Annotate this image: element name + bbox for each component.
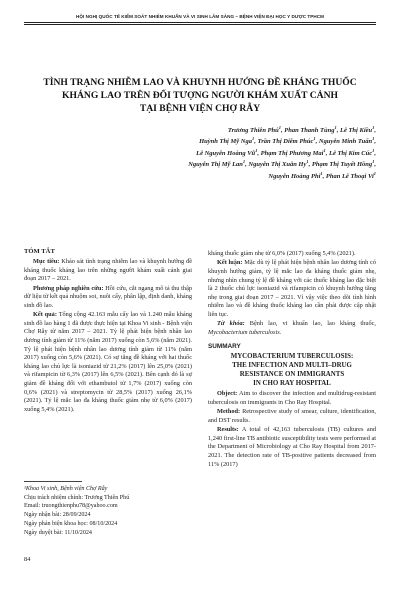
author-affiliation-mark: 1 — [372, 136, 375, 142]
results-text: Tổng cộng 42.163 mẫu cấy lao và 1.240 mẫu kháng sinh đồ lao hàng 1 đã được thực hiện tại Khoa Vi sinh - Bệnh viện Chợ Rẫy từ năm 2017 – 2021. Tỷ lệ phát hiện bệnh nhân lao dương tính giảm từ 11% (năm 2017) xuống còn 5,6% (năm 2021). Tỷ lệ phát hiện bệnh nhân lao dương tính giảm từ 11% (năm 2017) xuống còn 5,6% (2021). Có sự tăng đề kháng với hai thuốc kháng lao chủ lực là isoniazid từ 21,2% (2017) lên 25,0% (2021) và rifampicin từ 6,3% (2017) lên 6,5% (2021). Bên cạnh đó là sự giảm đề kháng đối với ethambutol từ 1,7% (2017) xuống còn 0,6% (2021) và streptomycin từ 28,5% (2017) xuống 26,1% (2021). Tỷ lệ mắc lao đa kháng thuốc giảm nhẹ từ 6,0% (2017) xuống 5,4% (2021). — [24, 311, 192, 413]
english-title-line: IN CHO RAY HOSPITAL — [253, 379, 331, 387]
keywords-text: Bệnh lao, vi khuẩn lao, lao kháng thuốc, — [249, 320, 376, 328]
author-name: Trương Thiên Phú — [227, 127, 279, 134]
author-name: Lê Nguyễn Hoàng Vũ — [196, 149, 256, 157]
en-method-paragraph — [208, 408, 376, 425]
page-number: 84 — [24, 556, 31, 563]
author-name: Trần Thị Diễm Phúc — [257, 138, 314, 146]
author-affiliation-mark: 1 — [278, 124, 282, 130]
author-affiliation-mark: 1 — [372, 159, 375, 165]
conclusion-label: Kết luận: — [217, 259, 243, 267]
results-paragraph — [24, 311, 192, 414]
footnote — [24, 485, 192, 537]
en-method-text: Retrospective study of smear, culture, identification, and DST results. — [208, 408, 376, 424]
results-continuation-text: kháng thuốc giảm nhẹ từ 6,0% (2017) xuống 5,4% (2021). — [208, 250, 356, 257]
objective-paragraph — [24, 258, 192, 284]
methods-label: Phương pháp nghiên cứu: — [33, 284, 104, 292]
running-header: HỘI NGHỊ QUỐC TẾ KIỂM SOÁT NHIỄM KHUẨN VÀ VI SINH LÂM SÀNG – BỆNH VIỆN ĐẠI HỌC Y DƯỢC TPHCM — [76, 14, 324, 19]
author-line: Nguyễn Thị Mỹ Lan$^1$, Nguyễn Thị Xuân Hy$^1$, Phạm Thị Tuyết Hồng$^1$, — [188, 159, 376, 169]
affiliation-note: ¹Khoa Vi sinh, Bệnh viện Chợ Rẫy — [24, 486, 108, 492]
methods-text: Hồi cứu, cắt ngang mô tả thu thập dữ liệu từ kết quả nhuộm soi, nuôi cấy, phân lập, định danh, kháng sinh đồ lao. — [24, 284, 193, 309]
author-affiliation-mark: 1 — [334, 124, 337, 130]
right-column — [208, 250, 376, 470]
author-line: Nguyễn Hoàng Phi$^1$, Phan Lê Thoại Vi$^1$ — [268, 170, 376, 180]
header-rule-bottom — [24, 24, 376, 25]
author-affiliation-mark: 1 — [313, 136, 316, 142]
english-title-line: THE INFECTION AND MULTI–DRUG — [232, 361, 352, 369]
author-name: Nguyễn Hoàng Phi — [268, 172, 321, 180]
conclusion-text: Mặc dù tỷ lệ phát hiện bệnh nhân lao dương tính có khuynh hướng giảm, tỷ lệ mắc lao đa kháng thuốc giảm nhẹ, nhưng nhìn chung tỷ lệ đề kháng với các thuốc kháng lao đặc biệt là 2 thuốc chủ lực isoniazid và rifampicin có khuynh hướng tăng nhẹ trong giai đoạn 2017 – 2021. Vì vậy việc theo dõi tình hình nhiễm lao và đề kháng thuốc kháng lao cần phải được cập nhật liên tục. — [208, 259, 376, 318]
author-name: Phan Thanh Tùng — [284, 127, 335, 134]
author-affiliation-mark: 1 — [255, 147, 258, 153]
en-objective-text: Aim to discover the infection and multidrug-resistant tuberculosis on immigrants in Cho Ray Hospital. — [208, 390, 376, 406]
author-affiliation-mark: 1 — [320, 170, 323, 176]
english-title — [208, 353, 376, 388]
author-name: Phan Lê Thoại Vi — [325, 172, 374, 180]
keywords-paragraph — [208, 320, 376, 337]
en-method-label: Method: — [217, 408, 241, 416]
results-continuation — [208, 250, 376, 259]
author-affiliation-mark: 1 — [251, 136, 255, 142]
conclusion-paragraph — [208, 259, 376, 319]
author-name: Huỳnh Thị Mỹ Nga — [199, 138, 252, 146]
author-name: Lê Thị Kiều — [339, 127, 373, 134]
author-line: Lê Nguyễn Hoàng $Vũ^1$, Phạm Thị Phương Mai$^1$, Lê Thị Kim Cúc$^1$, — [196, 147, 376, 157]
author-name: Nguyễn Thị Mỹ Lan — [188, 161, 243, 169]
header-rule-top — [24, 22, 376, 23]
author-affiliation-mark: 1 — [306, 159, 309, 165]
title-line: KHÁNG LAO TRÊN ĐỐI TƯỢNG NGƯỜI KHÁM XUẤT CẢNH — [62, 89, 338, 101]
author-affiliation-mark: 1 — [372, 124, 375, 130]
summary-heading: SUMMARY — [208, 342, 241, 350]
keywords-italic: Mycobacterium tuberculosis. — [208, 328, 282, 336]
english-title-line: MYCOBACTERIUM TUBERCULOSIS: — [230, 353, 354, 361]
abstract-vi-heading: TÓM TẮT — [24, 248, 55, 255]
author-name: Phạm Thị Tuyết Hồng — [311, 161, 373, 169]
author-line: Huỳnh Thị Mỹ Nga$^1$, Trần Thị Diễm Phúc$^1$, Nguyễn Minh Tuấn$^1$, — [199, 136, 376, 146]
received-date: Ngày nhận bài: 28/09/2024 — [24, 512, 91, 519]
objective-label: Mục tiêu: — [33, 258, 60, 266]
review-date: Ngày phản biện khoa học: 08/10/2024 — [24, 520, 118, 527]
en-results-text: A total of 42,163 tuberculosis (TB) cultures and 1,240 first-line TB antibiotic susceptibility tests were performed at the Department of Microbiology at Cho Ray Hospital from 2017-2021. The detection rate of TB-positive patients decreased from 11% (2017) — [208, 426, 376, 468]
methods-paragraph — [24, 285, 192, 311]
author-affiliation-mark: 1 — [373, 170, 376, 176]
en-objective-paragraph — [208, 390, 376, 407]
author-name: Lê Thị Kim Cúc — [328, 149, 373, 157]
contact-email: Email: truongthienphu78@yahoo.com — [24, 503, 118, 510]
objective-text: Khảo sát tình trạng nhiễm lao và khuynh hướng đề kháng thuốc kháng lao trên những người khám xuất cảnh giai đoạn 2017 – 2021. — [24, 258, 192, 283]
results-label: Kết quả: — [33, 311, 57, 319]
author-line: Trương Thiên Phú$^1$, Phan Thanh Tùng$^1$, Lê Thị Kiều$^1$, — [227, 124, 376, 134]
accepted-date: Ngày duyệt bài: 11/10/2024 — [24, 529, 92, 536]
article-title — [30, 77, 370, 115]
author-affiliation-mark: 1 — [242, 159, 246, 165]
footnote-divider — [24, 481, 82, 482]
abstract-vi-column — [24, 248, 192, 415]
keywords-label: Từ khóa: — [217, 320, 245, 328]
author-name: Phạm Thị Phương Mai — [260, 149, 324, 157]
author-list — [126, 125, 376, 182]
corresponding-author: Chịu trách nhiệm chính: Trương Thiên Phú — [24, 494, 130, 501]
author-name: Nguyễn Thị Xuân Hy — [248, 161, 307, 169]
english-title-line: RESISTANCE ON IMMIGRANTS — [239, 370, 345, 378]
author-name: Nguyễn Minh Tuấn — [318, 138, 373, 146]
title-line: TẠI BỆNH VIỆN CHỢ RẪY — [139, 102, 261, 114]
en-results-label: Results: — [217, 426, 239, 434]
title-line: TÌNH TRẠNG NHIỄM LAO VÀ KHUYNH HƯỚNG ĐỀ KHÁNG THUỐC — [43, 77, 357, 88]
en-results-paragraph — [208, 426, 376, 469]
en-objective-label: Object: — [217, 390, 238, 398]
author-affiliation-mark: 1 — [372, 147, 375, 153]
author-affiliation-mark: 1 — [323, 147, 326, 153]
